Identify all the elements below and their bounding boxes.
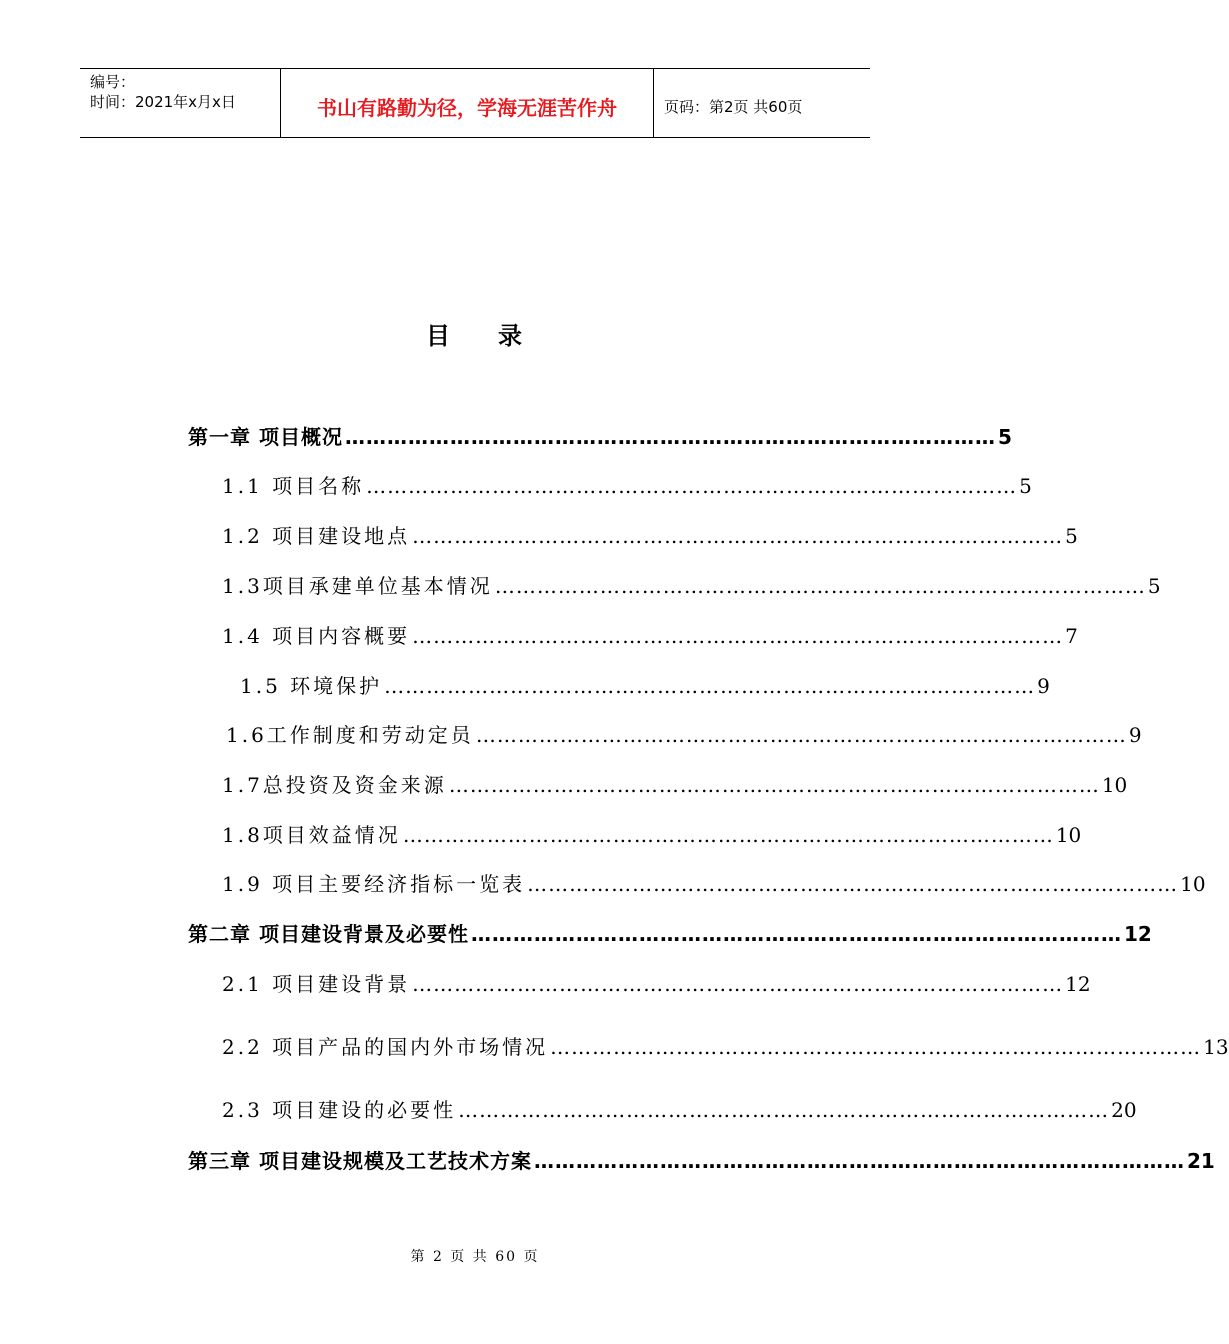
toc-leader: ………………………………………………………………………………… [384,674,1036,698]
toc-entry-label: 第三章 项目建设规模及工艺技术方案 [188,1149,532,1173]
toc-entry-page: 5 [1019,474,1032,498]
toc-entry-page: 5 [1065,524,1078,548]
toc-leader: ………………………………………………………………………………… [470,922,1122,946]
toc-entry-page: 5 [997,425,1012,449]
toc-entry-label: 1.1 项目名称 [222,474,365,498]
toc-leader: ………………………………………………………………………………… [550,1035,1202,1059]
toc-leader: ………………………………………………………………………………… [366,474,1018,498]
toc-entry-1-5[interactable] [240,670,1050,699]
toc-entry-label: 1.4 项目内容概要 [222,624,411,648]
toc-entry-1-4[interactable] [222,620,1078,649]
toc-entry-label: 1.9 项目主要经济指标一览表 [222,872,526,896]
toc-entry-page: 9 [1037,674,1050,698]
toc-entry-1-6[interactable] [226,719,1142,748]
toc-title-right: 录 [498,321,524,350]
toc-leader: ………………………………………………………………………………… [412,972,1064,996]
toc-entry-label: 1.3项目承建单位基本情况 [222,574,493,598]
toc-leader: ………………………………………………………………………………… [533,1149,1185,1173]
toc-entry-label: 1.7总投资及资金来源 [222,773,447,797]
toc-entry-page: 10 [1180,872,1206,896]
toc-entry-1-1[interactable] [222,470,1032,499]
toc-entry-label: 第一章 项目概况 [188,425,343,449]
toc-leader: ………………………………………………………………………………… [412,524,1064,548]
page-header [80,68,870,138]
toc-entry-chapter-1[interactable] [188,421,1012,450]
toc-entry-1-3[interactable] [222,570,1161,599]
toc-entry-page: 9 [1128,723,1142,747]
toc-entry-1-9[interactable] [222,868,1206,897]
toc-entry-page: 10 [1101,773,1128,797]
toc-leader: ………………………………………………………………………………… [402,823,1054,847]
toc-entry-page: 7 [1065,624,1078,648]
toc-leader: ………………………………………………………………………………… [458,1098,1110,1122]
toc-entry-1-7[interactable] [222,769,1128,798]
toc-entry-page: 5 [1147,574,1161,598]
toc-leader: ………………………………………………………………………………… [494,574,1146,598]
page-footer: 第 2 页 共 60 页 [410,1249,540,1265]
toc-entry-label: 1.5 环境保护 [240,674,383,698]
toc-entry-label: 1.6工作制度和劳动定员 [226,723,474,747]
header-page-info: 页码：第2页 共60页 [664,97,803,116]
toc-entry-label: 1.2 项目建设地点 [222,524,411,548]
toc-entry-page: 12 [1123,922,1152,946]
toc-title-left: 目 [426,321,452,350]
header-info-cell [80,69,281,137]
toc-entry-page: 10 [1055,823,1082,847]
toc-leader: ………………………………………………………………………………… [527,872,1179,896]
toc-leader: ………………………………………………………………………………… [448,773,1100,797]
toc-entry-chapter-2[interactable] [188,918,1152,947]
toc-title [0,316,950,351]
document-date-label: 时间：2021年x月x日 [90,93,236,111]
toc-entry-chapter-3[interactable] [188,1145,1215,1174]
document-number-label: 编号： [90,73,136,91]
toc-entry-1-2[interactable] [222,520,1078,549]
toc-entry-label: 2.2 项目产品的国内外市场情况 [222,1035,549,1059]
toc-leader: ………………………………………………………………………………… [475,723,1127,747]
toc-entry-page: 13 [1203,1035,1229,1059]
toc-entry-label: 2.3 项目建设的必要性 [222,1098,457,1122]
header-motto: 书山有路勤为径，学海无涯苦作舟 [281,69,654,137]
toc-entry-label: 第二章 项目建设背景及必要性 [188,922,469,946]
toc-entry-2-3[interactable] [222,1094,1137,1123]
toc-entry-page: 12 [1065,972,1091,996]
toc-entry-2-1[interactable] [222,968,1091,997]
toc-entry-label: 1.8项目效益情况 [222,823,401,847]
toc-entry-page: 21 [1186,1149,1215,1173]
toc-entry-label: 2.1 项目建设背景 [222,972,411,996]
toc-entry-page: 20 [1111,1098,1137,1122]
toc-entry-1-8[interactable] [222,819,1082,848]
toc-leader: ………………………………………………………………………………… [344,425,996,449]
toc-leader: ………………………………………………………………………………… [412,624,1064,648]
toc-entry-2-2[interactable] [222,1031,1229,1060]
